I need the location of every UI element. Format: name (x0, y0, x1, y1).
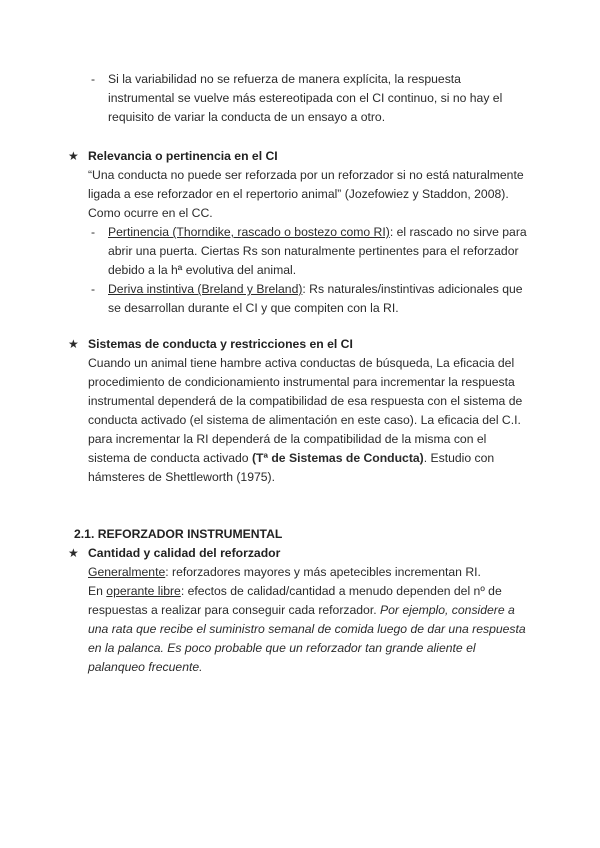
italic-text: Por ejemplo, considere a (379, 603, 515, 617)
text: sistema de conducta activado (88, 451, 252, 465)
text-line: debido a la hª evolutiva del animal. (108, 263, 297, 277)
star-bullet-icon: ★ (68, 546, 79, 560)
dash-bullet: - (91, 225, 96, 239)
text-line (88, 449, 494, 468)
underlined-term: operante libre (106, 584, 181, 598)
text-line: en la palanca. Es poco probable que un reforzador tan grande aliente el (88, 641, 476, 655)
dash-bullet: - (91, 282, 96, 296)
section-heading: Cantidad y calidad del reforzador (88, 546, 281, 560)
text-line: se desarrollan durante el CI y que compiten con la RI. (108, 301, 399, 315)
star-bullet-icon: ★ (68, 337, 79, 351)
text-line: una rata que recibe el suministro semanal de comida luego de dar una respuesta (88, 622, 526, 636)
text-line: hámsteres de Shettleworth (1975). (88, 470, 275, 484)
text-line (88, 582, 502, 601)
text-line: Si la variabilidad no se refuerza de manera explícita, la respuesta (108, 72, 461, 86)
text-line: ligada a ese reforzador en el repertorio animal” (Jozefowiez y Staddon, 2008). (88, 187, 509, 201)
text-line: para incrementar la RI dependerá de la compatibilidad de la misma con el (88, 432, 487, 446)
underlined-term: Deriva instintiva (Breland y Breland) (108, 282, 303, 296)
underlined-term: Generalmente (88, 565, 166, 579)
text-line (108, 223, 527, 242)
text-line: requisito de variar la conducta de un ensayo a otro. (108, 110, 386, 124)
text: : Rs naturales/instintivas adicionales que (302, 282, 523, 296)
text: : el rascado no sirve para (389, 225, 527, 239)
text: En (88, 584, 107, 598)
text-line: palanqueo frecuente. (88, 660, 203, 674)
text-line: “Una conducta no puede ser reforzada por un reforzador si no está naturalmente (88, 168, 524, 182)
underlined-term: Pertinencia (Thorndike, rascado o bostezo como RI) (108, 225, 390, 239)
text-line: instrumental se vuelve más estereotipada con el CI continuo, si no hay el (108, 91, 503, 105)
text-line: conducta activado (el sistema de alimentación en este caso). La eficacia del C.I. (88, 413, 521, 427)
section-title: 2.1. REFORZADOR INSTRUMENTAL (74, 527, 283, 541)
text-line: abrir una puerta. Ciertas Rs son naturalmente pertinentes para el reforzador (108, 244, 519, 258)
text-line (108, 280, 523, 299)
text-line: Cuando un animal tiene hambre activa conductas de búsqueda, La eficacia del (88, 356, 515, 370)
text-line: instrumental dependerá de la compatibilidad de esa respuesta con el sistema de (88, 394, 523, 408)
bold-term: (Tª de Sistemas de Conducta) (251, 451, 424, 465)
text: : reforzadores mayores y más apetecibles incrementan RI. (165, 565, 481, 579)
text: . Estudio con (423, 451, 495, 465)
text: respuestas a realizar para conseguir cada reforzador. (88, 603, 380, 617)
text-line: Como ocurre en el CC. (88, 206, 213, 220)
section-heading: Sistemas de conducta y restricciones en el CI (88, 337, 353, 351)
section-heading: Relevancia o pertinencia en el CI (88, 149, 278, 163)
text-line: procedimiento de condicionamiento instrumental para incrementar la respuesta (88, 375, 515, 389)
text-line (88, 563, 481, 582)
text-line (88, 601, 515, 620)
text: : efectos de calidad/cantidad a menudo dependen del nº de (180, 584, 502, 598)
dash-bullet: - (91, 72, 96, 86)
star-bullet-icon: ★ (68, 149, 79, 163)
